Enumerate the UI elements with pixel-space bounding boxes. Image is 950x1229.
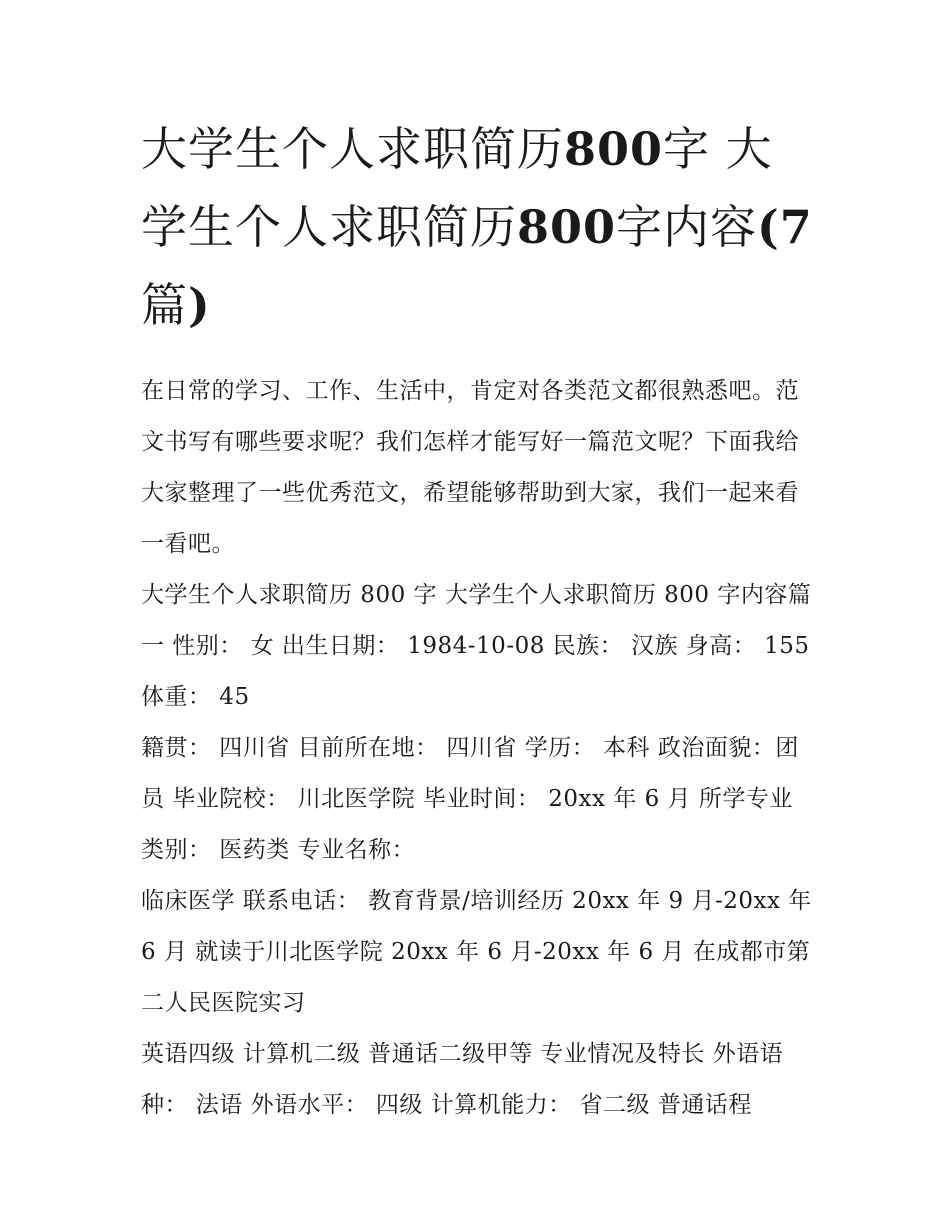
title-part: (7 <box>757 200 813 254</box>
resume-basic-info: 大学生个人求职简历 800 字 大学生个人求职简历 800 字内容篇一 性别： 女 出生日期： 1984-10-08 民族： 汉族 身高： 155 体重： 45 <box>141 582 812 710</box>
document-page <box>141 110 813 1131</box>
document-body <box>141 366 813 1131</box>
intro-paragraph: 在日常的学习、工作、生活中，肯定对各类范文都很熟悉吧。范文书写有哪些要求呢？我们怎样才能写好一篇范文呢？下面我给大家整理了一些优秀范文，希望能够帮助到大家，我们一起来看一看吧。 <box>141 378 799 557</box>
document-title <box>141 110 813 344</box>
resume-skills-info: 英语四级 计算机二级 普通话二级甲等 专业情况及特长 外语语种： 法语 外语水平： 四级 计算机能力： 省二级 普通话程 <box>141 1041 784 1118</box>
resume-background-info: 籍贯： 四川省 目前所在地： 四川省 学历： 本科 政治面貌：团员 毕业院校： 川北医学院 毕业时间： 20xx 年 6 月 所学专业类别： 医药类 专业名称： <box>141 735 799 863</box>
title-part: 篇 <box>141 278 188 332</box>
title-part: 800 <box>517 200 617 254</box>
title-part: 大学生个人求职简历 <box>141 122 564 176</box>
title-part: 字内容 <box>616 200 758 254</box>
title-part: ) <box>188 278 211 332</box>
title-part: 800 <box>564 122 664 176</box>
title-part: 字 大学生个人求职简历 <box>141 122 773 254</box>
resume-education-info: 临床医学 联系电话： 教育背景/培训经历 20xx 年 9 月-20xx 年6 月 就读于川北医学院 20xx 年 6 月-20xx 年 6 月 在成都市第二人民医院实习 <box>141 888 812 1016</box>
